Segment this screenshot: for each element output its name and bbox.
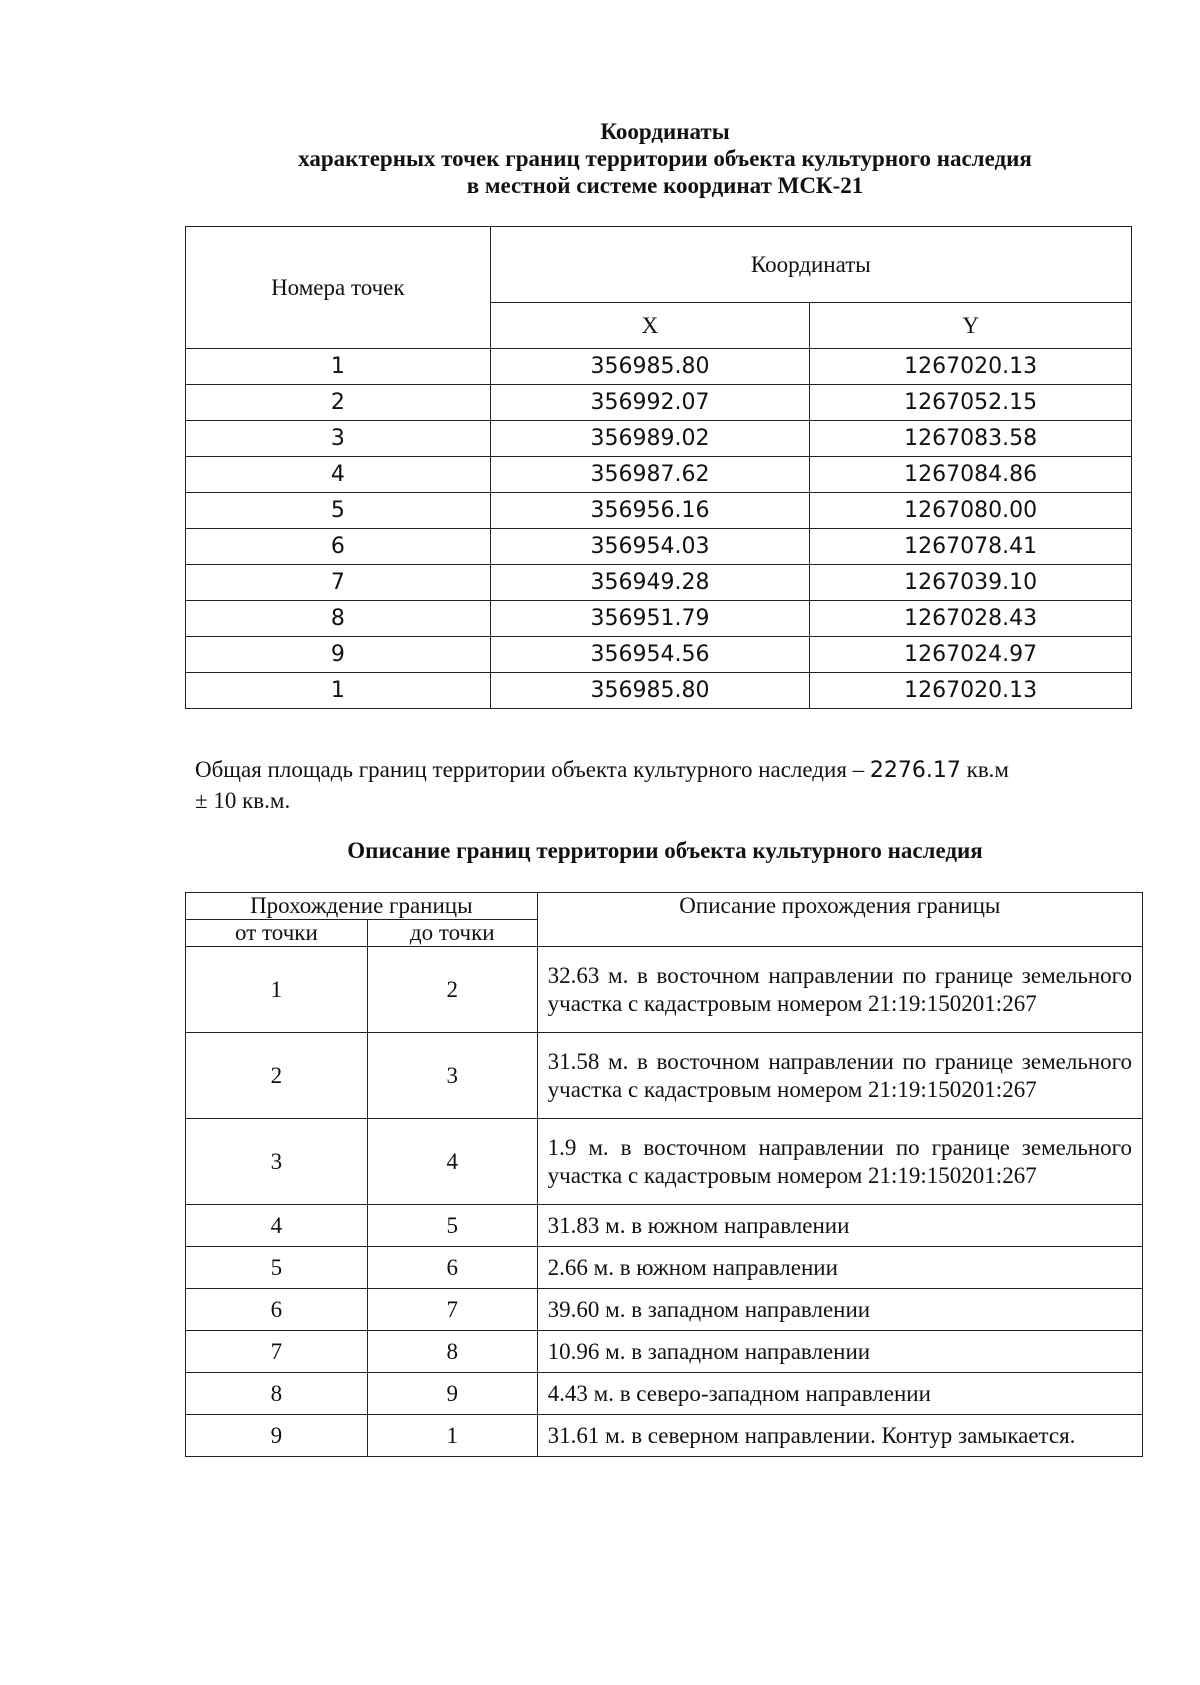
- coordinate-row: [186, 457, 1132, 493]
- point-number: 9: [186, 637, 491, 673]
- boundary-description: 31.58 м. в восточном направлении по границе земельного участка с кадастровым номером 21:19:150201:267: [537, 1033, 1142, 1119]
- area-unit: кв.м: [966, 757, 1009, 782]
- boundary-row: [186, 1415, 1143, 1457]
- from-point: 6: [186, 1289, 368, 1331]
- from-point: 5: [186, 1247, 368, 1289]
- coordinate-row: [186, 493, 1132, 529]
- header-x: X: [490, 303, 810, 349]
- boundary-row: [186, 1205, 1143, 1247]
- from-point: 3: [186, 1119, 368, 1205]
- coordinates-table: [185, 226, 1132, 709]
- title-line-1: Координаты: [600, 119, 730, 144]
- boundary-description: 31.83 м. в южном направлении: [537, 1205, 1142, 1247]
- total-area: [195, 755, 1130, 816]
- header-description: Описание прохождения границы: [537, 893, 1142, 947]
- from-point: 7: [186, 1331, 368, 1373]
- header-boundary-pass: Прохождение границы: [186, 893, 538, 920]
- coordinate-row: [186, 565, 1132, 601]
- point-number: 3: [186, 421, 491, 457]
- coordinate-x: 356949.28: [490, 565, 810, 601]
- boundary-description: 32.63 м. в восточном направлении по границе земельного участка с кадастровым номером 21:19:150201:267: [537, 947, 1142, 1033]
- boundary-row: [186, 947, 1143, 1033]
- coordinate-row: [186, 349, 1132, 385]
- coordinate-y: 1267039.10: [810, 565, 1132, 601]
- to-point: 7: [367, 1289, 537, 1331]
- coordinate-row: [186, 601, 1132, 637]
- to-point: 5: [367, 1205, 537, 1247]
- coordinate-row: [186, 529, 1132, 565]
- coordinate-x: 356987.62: [490, 457, 810, 493]
- boundary-description: 4.43 м. в северо-западном направлении: [537, 1373, 1142, 1415]
- coordinate-x: 356985.80: [490, 349, 810, 385]
- coordinate-y: 1267028.43: [810, 601, 1132, 637]
- coordinate-row: [186, 385, 1132, 421]
- title-line-2: характерных точек границ территории объекта культурного наследия: [298, 146, 1032, 171]
- area-value: 2276.17: [869, 758, 961, 783]
- to-point: 2: [367, 947, 537, 1033]
- boundary-description: 10.96 м. в западном направлении: [537, 1331, 1142, 1373]
- coordinate-x: 356985.80: [490, 673, 810, 709]
- point-number: 5: [186, 493, 491, 529]
- area-tolerance: ± 10 кв.м.: [195, 788, 291, 813]
- coordinate-x: 356951.79: [490, 601, 810, 637]
- coordinate-y: 1267084.86: [810, 457, 1132, 493]
- boundary-description: 2.66 м. в южном направлении: [537, 1247, 1142, 1289]
- coordinates-table-body: [186, 349, 1132, 709]
- coordinate-x: 356992.07: [490, 385, 810, 421]
- coordinate-y: 1267078.41: [810, 529, 1132, 565]
- coordinate-row: [186, 421, 1132, 457]
- point-number: 1: [186, 349, 491, 385]
- header-y: Y: [810, 303, 1132, 349]
- boundary-row: [186, 1331, 1143, 1373]
- header-from-point: от точки: [186, 920, 368, 947]
- point-number: 7: [186, 565, 491, 601]
- point-number: 2: [186, 385, 491, 421]
- coordinate-y: 1267080.00: [810, 493, 1132, 529]
- point-number: 4: [186, 457, 491, 493]
- from-point: 2: [186, 1033, 368, 1119]
- document-title: [0, 118, 1200, 199]
- coordinate-x: 356989.02: [490, 421, 810, 457]
- to-point: 9: [367, 1373, 537, 1415]
- boundary-description-body: [186, 947, 1143, 1457]
- boundary-description: 31.61 м. в северном направлении. Контур замыкается.: [537, 1415, 1142, 1457]
- coordinate-y: 1267020.13: [810, 673, 1132, 709]
- to-point: 1: [367, 1415, 537, 1457]
- boundary-row: [186, 1119, 1143, 1205]
- description-title: Описание границ территории объекта культурного наследия: [347, 838, 983, 863]
- from-point: 1: [186, 947, 368, 1033]
- header-to-point: до точки: [367, 920, 537, 947]
- coordinate-x: 356956.16: [490, 493, 810, 529]
- coordinate-y: 1267020.13: [810, 349, 1132, 385]
- boundary-description: 1.9 м. в восточном направлении по границе земельного участка с кадастровым номером 21:19:150201:267: [537, 1119, 1142, 1205]
- boundary-row: [186, 1289, 1143, 1331]
- to-point: 4: [367, 1119, 537, 1205]
- coordinate-x: 356954.56: [490, 637, 810, 673]
- boundary-row: [186, 1373, 1143, 1415]
- coordinate-y: 1267052.15: [810, 385, 1132, 421]
- boundary-row: [186, 1033, 1143, 1119]
- coordinate-y: 1267083.58: [810, 421, 1132, 457]
- to-point: 3: [367, 1033, 537, 1119]
- boundary-row: [186, 1247, 1143, 1289]
- from-point: 4: [186, 1205, 368, 1247]
- boundary-description-table: [185, 892, 1143, 1457]
- area-text: Общая площадь границ территории объекта культурного наследия –: [195, 757, 865, 782]
- coordinate-row: [186, 673, 1132, 709]
- header-point-numbers: Номера точек: [186, 227, 491, 349]
- from-point: 9: [186, 1415, 368, 1457]
- coordinate-y: 1267024.97: [810, 637, 1132, 673]
- header-coordinates: Координаты: [490, 227, 1131, 303]
- to-point: 6: [367, 1247, 537, 1289]
- title-line-3: в местной системе координат МСК-21: [466, 173, 864, 198]
- boundary-description: 39.60 м. в западном направлении: [537, 1289, 1142, 1331]
- coordinate-row: [186, 637, 1132, 673]
- point-number: 6: [186, 529, 491, 565]
- point-number: 8: [186, 601, 491, 637]
- from-point: 8: [186, 1373, 368, 1415]
- coordinate-x: 356954.03: [490, 529, 810, 565]
- point-number: 1: [186, 673, 491, 709]
- to-point: 8: [367, 1331, 537, 1373]
